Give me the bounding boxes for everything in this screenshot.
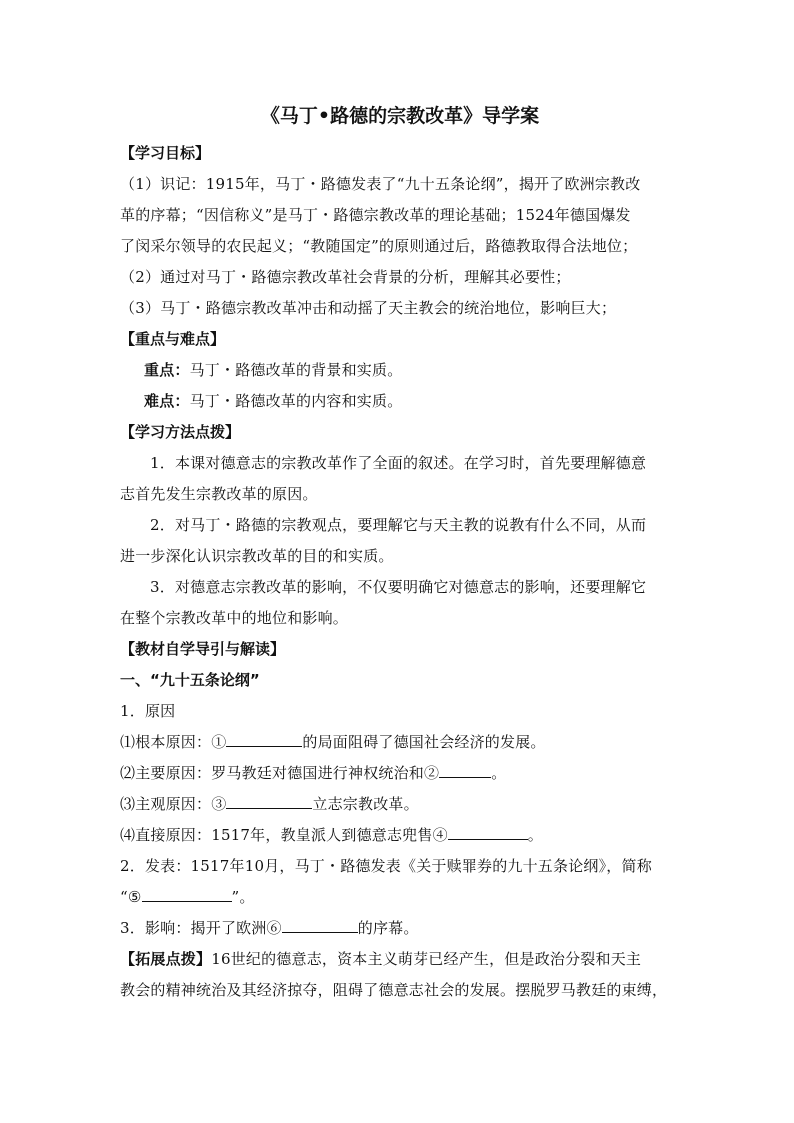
- cause-item-2: ⑵主要原因：罗马教廷对德国进行神权统治和② 。: [120, 758, 680, 789]
- difficult-point-text: 马丁・路德改革的内容和实质。: [189, 392, 403, 410]
- method-paragraph-1-cont: 志首先发生宗教改革的原因。: [120, 485, 318, 503]
- subsection-title: 一、“九十五条论纲”: [120, 671, 260, 689]
- extension-line: 【拓展点拨】16世纪的德意志，资本主义萌芽已经产生，但是政治分裂和天主: [120, 950, 642, 968]
- objective-line: （2）通过对马丁・路德宗教改革社会背景的分析，理解其必要性；: [120, 268, 571, 286]
- method-heading: 【学习方法点拨】: [120, 423, 241, 441]
- fill-blank-1[interactable]: [226, 730, 302, 747]
- extension-line-cont: 教会的精神统治及其经济掠夺，阻碍了德意志社会的发展。摆脱罗马教廷的束缚，: [120, 981, 668, 999]
- difficult-point: [120, 386, 680, 417]
- keypoints-heading: 【重点与难点】: [120, 330, 226, 348]
- objective-line: （3）马丁・路德宗教改革冲击和动摇了天主教会的统治地位，影响巨大；: [120, 299, 617, 317]
- cause-item-3: ⑶主观原因：③ 立志宗教改革。: [120, 789, 680, 820]
- cause-item-4: ⑷直接原因：1517年，教皇派人到德意志兜售④ 。: [120, 820, 680, 851]
- guide-heading: 【教材自学导引与解读】: [120, 640, 286, 658]
- key-point: [120, 355, 680, 386]
- cause-title: 1．原因: [120, 702, 176, 720]
- publication-line-cont: “⑤ ”。: [120, 882, 680, 913]
- objective-line: （1）识记：1915年，马丁・路德发表了“九十五条论纲”，揭开了欧洲宗教改: [120, 175, 641, 193]
- fill-blank-6[interactable]: [282, 916, 358, 933]
- fill-blank-3[interactable]: [226, 792, 312, 809]
- document-content: [120, 100, 680, 1006]
- method-paragraph-3: 3．对德意志宗教改革的影响，不仅要明确它对德意志的影响，还要理解它: [150, 578, 647, 596]
- fill-blank-4[interactable]: [448, 823, 528, 840]
- method-paragraph-2: 2．对马丁・路德的宗教观点，要理解它与天主教的说教有什么不同，从而: [150, 516, 647, 534]
- objectives-heading: 【学习目标】: [120, 144, 211, 162]
- method-paragraph-2-cont: 进一步深化认识宗教改革的目的和实质。: [120, 547, 394, 565]
- key-point-text: 马丁・路德改革的背景和实质。: [189, 361, 403, 379]
- fill-blank-5[interactable]: [142, 885, 232, 902]
- influence-line: 3．影响：揭开了欧洲⑥ 的序幕。: [120, 913, 680, 944]
- method-paragraph-1: 1．本课对德意志的宗教改革作了全面的叙述。在学习时，首先要理解德意: [150, 454, 647, 472]
- cause-item-1: ⑴根本原因：① 的局面阻碍了德国社会经济的发展。: [120, 727, 680, 758]
- extension-label: 【拓展点拨】: [120, 950, 212, 968]
- page-title: 《马丁•路德的宗教改革》导学案: [260, 105, 540, 127]
- method-paragraph-3-cont: 在整个宗教改革中的地位和影响。: [120, 609, 349, 627]
- key-point-label: 重点：: [144, 361, 190, 379]
- fill-blank-2[interactable]: [439, 761, 491, 778]
- difficult-point-label: 难点：: [144, 392, 190, 410]
- objective-line: 了闵采尔领导的农民起义；“教随国定”的原则通过后，路德教取得合法地位；: [120, 237, 638, 255]
- objective-line: 革的序幕；“因信称义”是马丁・路德宗教改革的理论基础；1524年德国爆发: [120, 206, 631, 224]
- publication-line: 2．发表：1517年10月，马丁・路德发表《关于赎罪券的九十五条论纲》，简称: [120, 857, 652, 875]
